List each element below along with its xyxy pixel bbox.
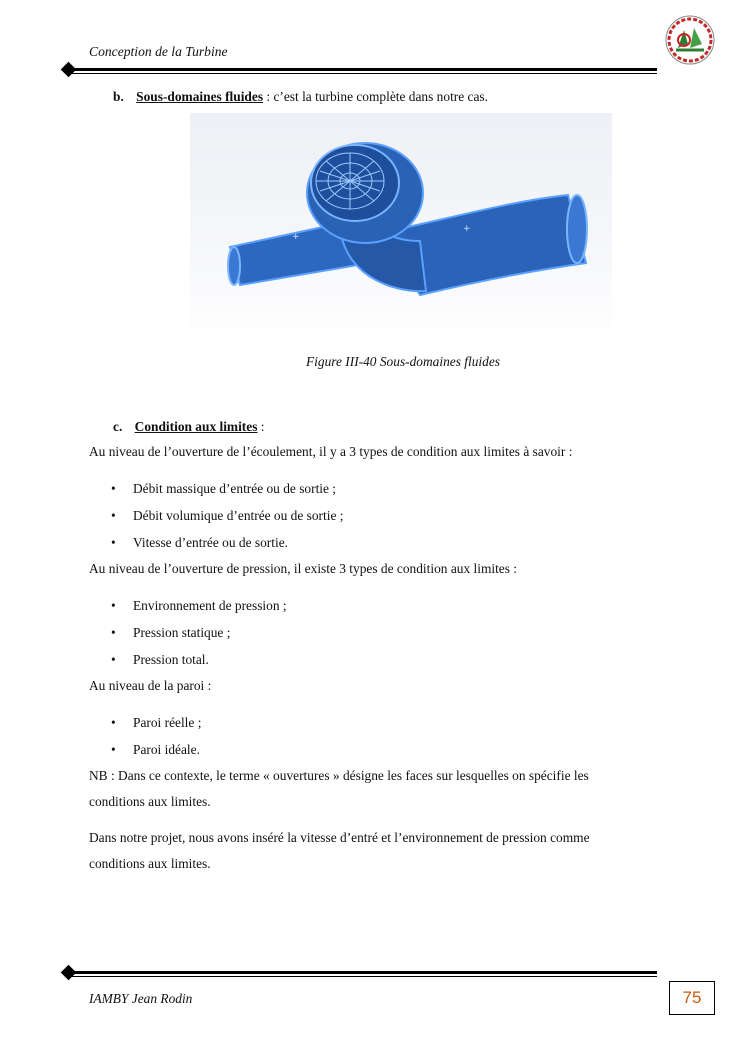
bullet-item: Paroi réelle ; <box>133 715 202 730</box>
paragraph-project-line2: conditions aux limites. <box>89 856 211 871</box>
section-c-line <box>113 419 265 435</box>
paragraph-project-line1: Dans notre projet, nous avons inséré la vitesse d’entré et l’environnement de pression comme <box>89 830 590 845</box>
section-b-marker: b. <box>113 89 124 104</box>
bullet-item: Pression statique ; <box>133 625 231 640</box>
section-c-marker: c. <box>113 419 123 434</box>
page-number: 75 <box>669 981 715 1015</box>
paragraph-wall: Au niveau de la paroi : <box>89 678 212 693</box>
paragraph-nb-line1: NB : Dans ce contexte, le terme « ouvertures » désigne les faces sur lesquelles on spécifie les <box>89 768 589 783</box>
university-logo <box>660 14 720 66</box>
bullet-symbol: • <box>111 508 116 523</box>
section-c-text: : <box>257 419 265 434</box>
bullet-item: Vitesse d’entrée ou de sortie. <box>133 535 288 550</box>
bullet-item: Paroi idéale. <box>133 742 200 757</box>
bullet-symbol: • <box>111 481 116 496</box>
section-b-line <box>113 89 488 105</box>
bullet-symbol: • <box>111 742 116 757</box>
paragraph-pressure-opening: Au niveau de l’ouverture de pression, il existe 3 types de condition aux limites : <box>89 561 518 576</box>
footer-rule-thin <box>68 976 657 977</box>
bullet-item: Débit volumique d’entrée ou de sortie ; <box>133 508 344 523</box>
bullet-symbol: • <box>111 535 116 550</box>
svg-text:+: + <box>292 232 300 242</box>
figure-turbine-fluid-domain <box>190 113 612 349</box>
bullet-item: Environnement de pression ; <box>133 598 287 613</box>
footer-author: IAMBY Jean Rodin <box>89 991 193 1006</box>
footer-rule <box>68 971 657 974</box>
bullet-symbol: • <box>111 598 116 613</box>
figure-caption: Figure III-40 Sous-domaines fluides <box>305 354 500 369</box>
bullet-symbol: • <box>111 715 116 730</box>
section-b-term: Sous-domaines fluides <box>136 89 264 104</box>
bullet-item: Débit massique d’entrée ou de sortie ; <box>133 481 337 496</box>
section-c-term: Condition aux limites <box>134 419 258 434</box>
turbine-model-image <box>190 113 612 349</box>
bullet-item: Pression total. <box>133 652 209 667</box>
running-header-title: Conception de la Turbine <box>89 44 228 59</box>
svg-text:+: + <box>463 224 471 234</box>
bullet-symbol: • <box>111 652 116 667</box>
section-b-text: : c’est la turbine complète dans notre cas. <box>263 89 488 104</box>
paragraph-flow-opening: Au niveau de l’ouverture de l’écoulement, il y a 3 types de condition aux limites à savoir : <box>89 444 573 459</box>
bullet-symbol: • <box>111 625 116 640</box>
header-rule <box>68 68 657 71</box>
paragraph-nb-line2: conditions aux limites. <box>89 794 211 809</box>
header-rule-thin <box>68 73 657 74</box>
